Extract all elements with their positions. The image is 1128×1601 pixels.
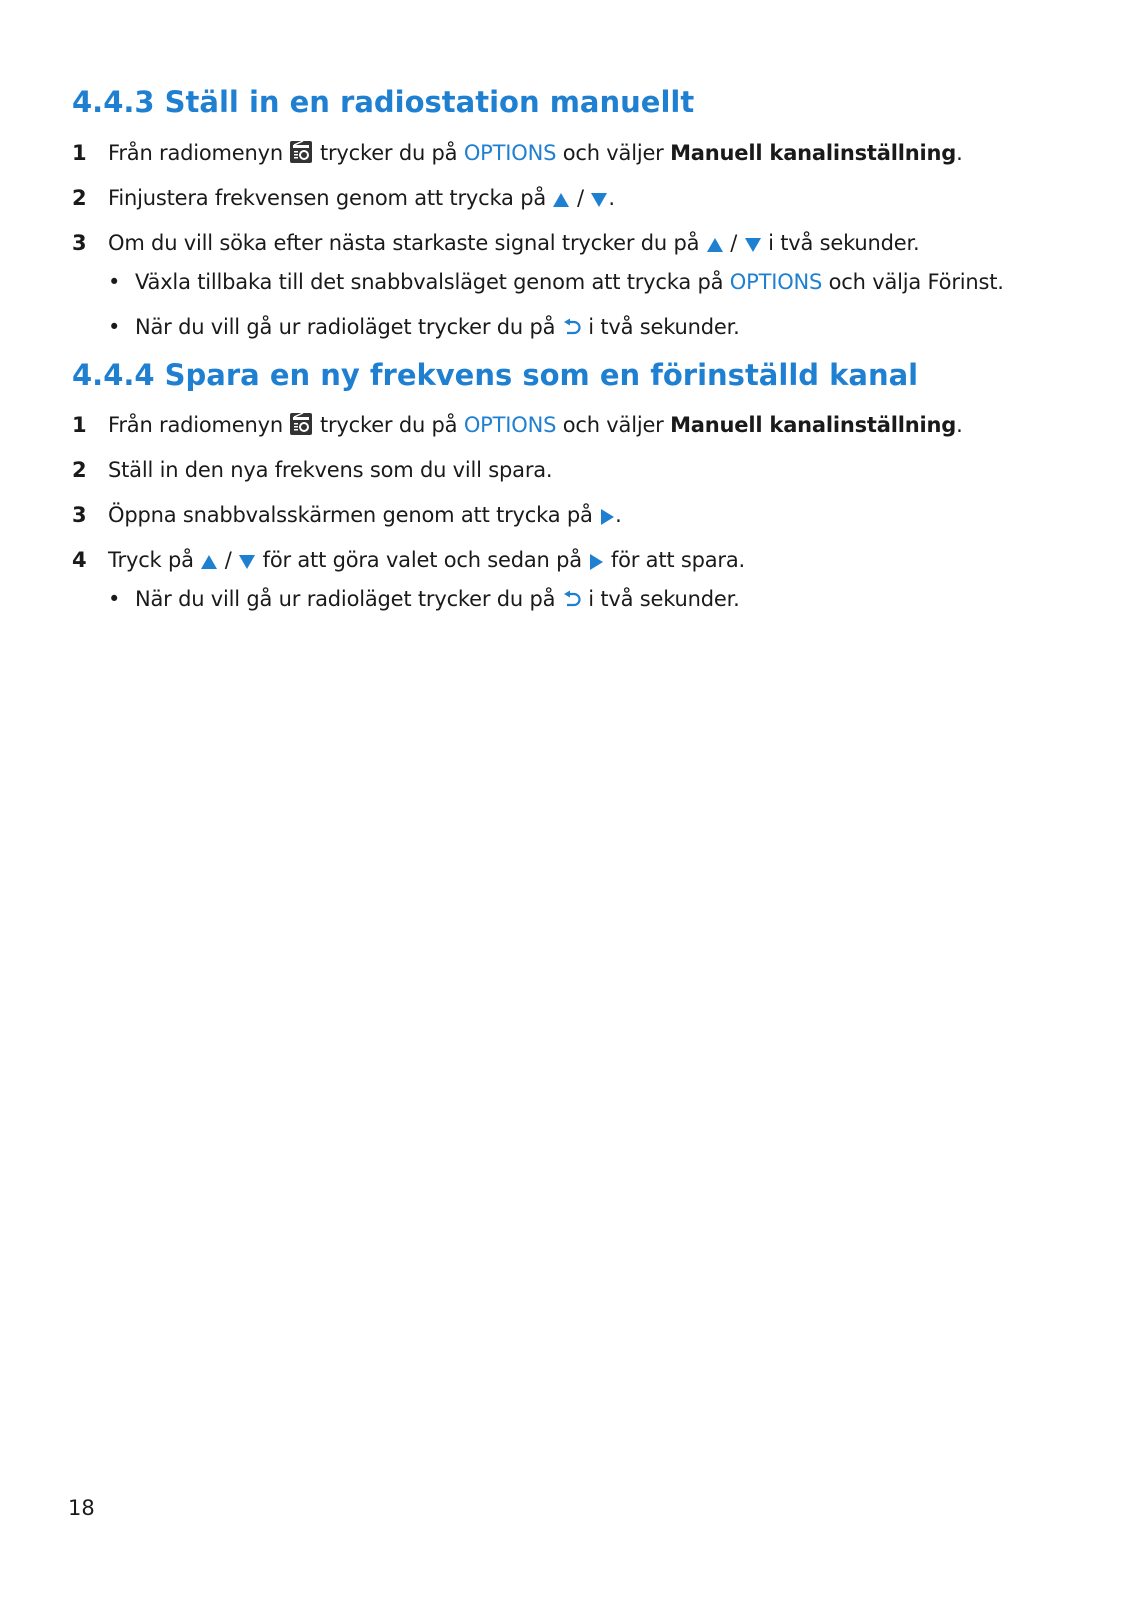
step-text-end: . <box>956 141 963 165</box>
separator: / <box>576 186 584 210</box>
step-text-end: . <box>615 503 622 527</box>
step-3-443 <box>72 229 919 261</box>
step-text-end: för att spara. <box>610 548 745 572</box>
step-number: 3 <box>72 231 87 255</box>
bullet-marker: • <box>108 587 121 611</box>
options-key-label: OPTIONS <box>463 413 557 437</box>
step-text: Från radiomenyn <box>108 413 283 437</box>
bullet-text: När du vill gå ur radioläget trycker du på <box>135 587 556 611</box>
separator: / <box>730 231 738 255</box>
separator: / <box>224 548 232 572</box>
step-1-443 <box>72 139 963 171</box>
step-text: trycker du på <box>319 413 458 437</box>
step-text: och väljer <box>562 141 664 165</box>
bullet-text-end: i två sekunder. <box>588 587 740 611</box>
bullet-marker: • <box>108 315 121 339</box>
step-text: trycker du på <box>319 141 458 165</box>
step-text: och väljer <box>562 413 664 437</box>
menu-item-name: Manuell kanalinställning <box>670 141 957 165</box>
down-arrow-icon <box>238 550 256 578</box>
bullet-marker: • <box>108 270 121 294</box>
step-number: 2 <box>72 186 87 210</box>
step-text: Öppna snabbvalsskärmen genom att trycka på <box>108 503 593 527</box>
bullet-1-444 <box>108 585 740 617</box>
radio-icon <box>289 412 313 443</box>
section-title-444: 4.4.4 Spara en ny frekvens som en förinställd kanal <box>72 358 919 392</box>
step-3-444 <box>72 501 622 533</box>
bullet-1-443 <box>108 268 1004 296</box>
right-arrow-icon <box>599 505 615 533</box>
step-1-444 <box>72 411 963 443</box>
step-number: 1 <box>72 413 87 437</box>
section-title-443: 4.4.3 Ställ in en radiostation manuellt <box>72 85 695 119</box>
step-2-443 <box>72 184 615 216</box>
step-number: 3 <box>72 503 87 527</box>
page-number: 18 <box>68 1496 95 1520</box>
up-arrow-icon <box>552 188 570 216</box>
step-text: Om du vill söka efter nästa starkaste signal trycker du på <box>108 231 700 255</box>
bullet-text-end: och välja Förinst. <box>828 270 1004 294</box>
back-icon <box>562 589 582 617</box>
step-number: 4 <box>72 548 87 572</box>
up-arrow-icon <box>706 233 724 261</box>
step-text-end: . <box>608 186 615 210</box>
options-key-label: OPTIONS <box>729 270 823 294</box>
down-arrow-icon <box>744 233 762 261</box>
up-arrow-icon <box>200 550 218 578</box>
bullet-2-443 <box>108 313 740 345</box>
back-icon <box>562 317 582 345</box>
step-text: för att göra valet och sedan på <box>262 548 582 572</box>
step-text: Finjustera frekvensen genom att trycka på <box>108 186 546 210</box>
bullet-text: Växla tillbaka till det snabbvalsläget genom att trycka på <box>135 270 724 294</box>
bullet-text: När du vill gå ur radioläget trycker du på <box>135 315 556 339</box>
step-text-end: . <box>956 413 963 437</box>
menu-item-name: Manuell kanalinställning <box>670 413 957 437</box>
step-text: Från radiomenyn <box>108 141 283 165</box>
radio-icon <box>289 140 313 171</box>
step-text: Ställ in den nya frekvens som du vill spara. <box>108 458 553 482</box>
step-2-444 <box>72 456 552 484</box>
step-text: Tryck på <box>108 548 194 572</box>
options-key-label: OPTIONS <box>463 141 557 165</box>
step-text-end: i två sekunder. <box>768 231 920 255</box>
step-number: 2 <box>72 458 87 482</box>
step-number: 1 <box>72 141 87 165</box>
step-4-444 <box>72 546 745 578</box>
down-arrow-icon <box>590 188 608 216</box>
bullet-text-end: i två sekunder. <box>588 315 740 339</box>
right-arrow-icon <box>588 550 604 578</box>
